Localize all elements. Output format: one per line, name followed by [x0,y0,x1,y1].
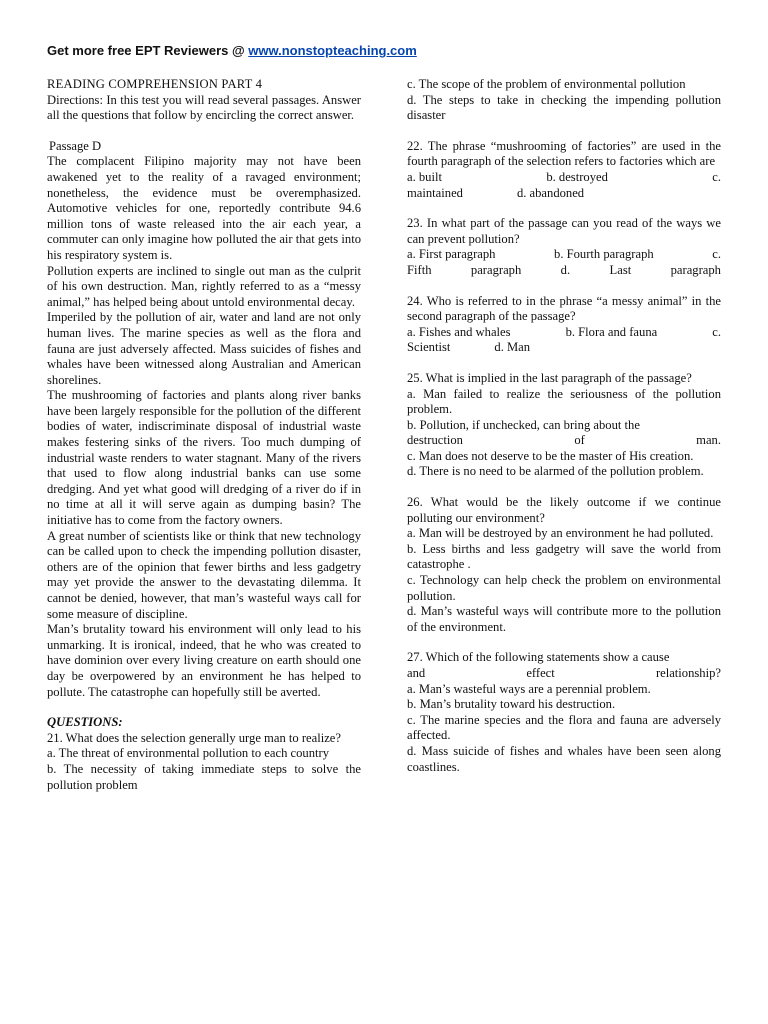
q23-option-c-label[interactable]: c. [712,247,721,262]
q24-options-row [407,325,721,341]
passage-paragraph-3: Imperiled by the pollution of air, water and land are not only human lives. The marine species as well as the flora and fauna are just adversely affected. Mass suicides of fishes and whales have been witnessed along Australian and American shorelines. [47,310,361,387]
q21-stem: 21. What does the selection generally urge man to realize? [47,730,341,745]
passage-paragraph-4: The mushrooming of factories and plants along river banks have been largely responsible for the pollution of the different bodies of water, indiscriminate disposal of industrial waste makes festering sinks of the rivers. Too much dumping of industrial waste renders to water stagnant. Many of the rivers that used to flow along industrial banks can use some dredging. And yet what good will dredging of a river do if in no time at all it will serve again as dumping basin? The initiative has to come from the factory owners. [47,388,361,528]
q23-options-row-2 [407,263,721,279]
q27-stem-word-1: and [407,666,426,680]
passage-paragraph-2: Pollution experts are inclined to single out man as the culprit of his own destruction. Man, rightly referred to as a “messy animal,” has helped being about untold environmental decay. [47,263,361,309]
q27-stem: 27. Which of the following statements show a cause [407,650,670,665]
passage-paragraph-5: A great number of scientists like or think that new technology can be called upon to check the impending pollution disaster, others are of the opinion that fewer births and less gadgetry may yet provide the answer to the devastating dilemma. It cannot be denied, however, that man’s wasteful ways call for some measure of discipline. [47,528,361,621]
q27-option-a[interactable]: a. Man’s wasteful ways are a perennial problem. [407,681,651,696]
q22-option-c-text[interactable]: maintained [407,185,463,200]
directions: Directions: In this test you will read several passages. Answer all the questions that follow by encircling the correct answer. [47,92,361,123]
q25-option-b-word-1[interactable]: destruction [407,433,463,448]
q24-stem: 24. Who is referred to in the phrase “a messy animal” in the second paragraph of the passage? [407,293,721,324]
q22-option-a[interactable]: a. built [407,169,442,184]
q23-stem: 23. In what part of the passage can you read of the ways we can prevent pollution? [407,216,721,246]
q26-option-a[interactable]: a. Man will be destroyed by an environment he had polluted. [407,526,714,541]
q23-option-d-text[interactable]: Last [609,262,632,277]
q27-stem-word-2: effect [526,666,555,680]
questions-heading: QUESTIONS: [47,715,123,730]
q24-options-row-2 [407,340,721,356]
q23-option-a[interactable]: a. First paragraph [407,247,496,262]
q24-option-d[interactable]: d. Man [494,340,531,355]
q22-stem: 22. The phrase “mushrooming of factories” are used in the fourth paragraph of the selection refers to factories which are [407,138,721,169]
q26-stem: 26. What would be the likely outcome if we continue polluting our environment? [407,495,721,525]
q27-option-b[interactable]: b. Man’s brutality toward his destruction. [407,697,616,712]
website-link[interactable]: www.nonstopteaching.com [248,43,417,58]
q25-option-b-word-2[interactable]: of [574,433,585,448]
q22-option-b[interactable]: b. destroyed [546,169,608,184]
q27-option-d[interactable]: d. Mass suicide of fishes and whales have been seen along coastlines. [407,743,721,774]
q24-option-c-text[interactable]: Scientist [407,340,451,355]
q21-option-a[interactable]: a. The threat of environmental pollution to each country [47,746,329,761]
q22-options-row-2 [407,186,721,202]
q21-option-d[interactable]: d. The steps to take in checking the impending pollution disaster [407,92,721,123]
q26-option-b[interactable]: b. Less births and less gadgetry will save the world from catastrophe . [407,541,721,572]
q23-options-row [407,247,721,263]
q25-stem: 25. What is implied in the last paragraph of the passage? [407,370,692,385]
q21-option-c[interactable]: c. The scope of the problem of environmental pollution [407,77,686,91]
left-column [47,77,361,793]
q25-option-b[interactable]: b. Pollution, if unchecked, can bring about the [407,417,640,432]
q24-option-a[interactable]: a. Fishes and whales [407,324,511,339]
passage-paragraph-1: The complacent Filipino majority may not have been awakened yet to the reality of a ravaged environment; nonetheless, the evidence must be overemphasized. Automotive vehicles for one, reportedly contribute 94.6 million tons of waste released into the air each year, a commuter can only imagine how polluted the air that gets into his respiratory system is. [47,154,361,262]
q24-option-c-label[interactable]: c. [712,324,721,339]
q21-option-b[interactable]: b. The necessity of taking immediate steps to solve the pollution problem [47,761,361,792]
q25-option-c[interactable]: c. Man does not deserve to be the master of His creation. [407,448,694,463]
q27-stem-word-3: relationship? [655,666,721,680]
q22-options-row [407,170,721,186]
q27-option-c[interactable]: c. The marine species and the flora and fauna are adversely affected. [407,712,721,743]
q22-option-d[interactable]: d. abandoned [516,185,585,200]
section-title: READING COMPREHENSION PART 4 [47,77,263,91]
q25-option-b-word-3[interactable]: man. [696,433,721,448]
q24-option-b[interactable]: b. Flora and fauna [565,324,658,339]
q23-option-c-text[interactable]: Fifth [407,262,432,277]
q26-option-c[interactable]: c. Technology can help check the problem on environmental pollution. [407,573,721,603]
page-header [47,43,417,58]
passage-paragraph-6: Man’s brutality toward his environment will only lead to his unmarking. It is ironical, indeed, that he who was created to have dominion over every living creature on earth should one day be overpowered by an environment he has helped to pollute. The catastrophe can hopefully still be averted. [47,622,361,699]
header-prefix: Get more free EPT Reviewers @ [47,43,249,58]
q23-option-c-text-2[interactable]: paragraph [470,262,522,277]
q23-option-b[interactable]: b. Fourth paragraph [554,247,654,262]
q25-option-b-continued [407,433,721,449]
q27-stem-continued [407,666,721,682]
q22-option-c-label[interactable]: c. [712,169,721,184]
q23-option-d-label[interactable]: d. [560,262,571,277]
q23-option-d-text-2[interactable]: paragraph [670,262,721,277]
q25-option-a[interactable]: a. Man failed to realize the seriousness of the pollution problem. [407,386,721,417]
passage-title: Passage D [49,138,102,153]
right-column [407,77,721,775]
q25-option-d[interactable]: d. There is no need to be alarmed of the pollution problem. [407,464,704,479]
q26-option-d[interactable]: d. Man’s wasteful ways will contribute more to the pollution of the environment. [407,604,721,634]
